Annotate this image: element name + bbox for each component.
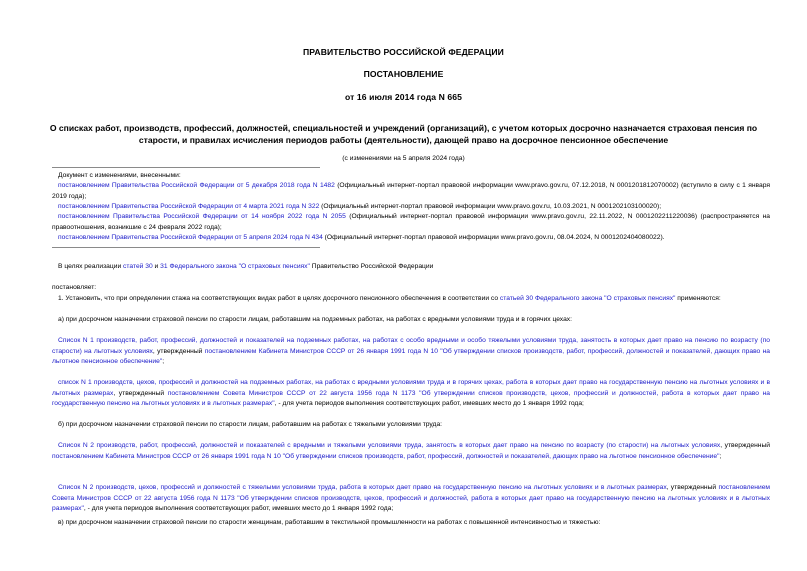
paragraph-1: 1. Установить, что при определении стажа на соответствующих видах работ в целях досрочного пенсионного обеспечения в соответствии со статьей 30 Федерального закона "О страховых пенсиях" применяются: <box>58 295 721 302</box>
document-title: О списках работ, производств, профессий, должностей, специальностей и учреждений (организаций), с учетом которых досрочно назначается страховая пенсия по старости, и правилах исчисления периодов работы (деятельности), дающей право на досрочное пенсионное обеспечение <box>49 123 758 145</box>
change-link[interactable]: постановлением Правительства Российской Федерации от 5 апреля 2024 года N 434 <box>58 234 323 241</box>
change-link[interactable]: постановлением Правительства Российской Федерации от 4 марта 2021 года N 322 <box>58 203 320 210</box>
list-1-1956-link[interactable]: список N 1 производств, цехов, профессий и должностей на подземных работах, на работах с вредными условиями труда и в горячих цехах, работа в которых дает право на государственную пенсию на льготных условиях и в льготных размерах <box>52 379 770 397</box>
article-30-link[interactable]: статей 30 <box>123 263 153 270</box>
resolution-1991-link[interactable]: постановлением Кабинета Министров СССР от 26 января 1991 года N 10 "Об утверждении списков производств, работ, профессий, должностей и показателей, дающих право на льготное пенсионное обеспечение" <box>52 452 720 460</box>
change-item <box>52 202 770 213</box>
paragraph-a: а) при досрочном назначении страховой пенсии по старости лицам, работавшим на подземных работах, на работах с вредными условиями труда и в горячих цехах: <box>58 316 572 323</box>
list-1-1991: Список N 1 производств, работ, профессий, должностей и показателей на подземных работах, на работах с особо вредными и особо тяжелыми условиями труда, занятость в которых дает право на пенсию по возрасту (по старости) на льготных условиях, утвержденный постановлением Кабинета Министров СССР от 26 января 1991 года N 10 "Об утверждении списков производств, работ, профессий, должностей и показателей, дающих право на льготное пенсионное обеспечение"; <box>52 337 770 365</box>
revision-note: (с изменениями на 5 апреля 2024 года) <box>342 155 465 162</box>
change-item <box>52 212 770 233</box>
changes-intro: Документ с изменениями, внесенными: <box>58 172 181 179</box>
change-text: (Официальный интернет-портал правовой информации www.pravo.gov.ru, 07.12.2018, N 0001201812070002) (вступило в силу с 1 января 2019 года); <box>52 182 771 200</box>
resolution-1956-link[interactable]: постановлением Совета Министров СССР от 22 августа 1956 года N 1173 "Об утверждении списков производств, цехов, профессий и должностей, работа в которых дает право на государственную пенсию на льготных условиях и в льготных размерах" <box>52 389 771 407</box>
resolution-1991-link[interactable]: постановлением Кабинета Министров СССР от 26 января 1991 года N 10 "Об утверждении списков производств, работ, профессий, должностей и показателей, дающих право на льготное пенсионное обеспечение" <box>52 347 770 365</box>
article-31-law-link[interactable]: 31 Федерального закона "О страховых пенсиях" <box>160 263 310 270</box>
list-1-1991-link[interactable]: Список N 1 производств, работ, профессий, должностей и показателей на подземных работах, на работах с особо вредными и особо тяжелыми условиями труда, занятость в которых дает право на пенсию по возрасту (по старости) на льготных условиях <box>52 337 770 355</box>
government-name: ПРАВИТЕЛЬСТВО РОССИЙСКОЙ ФЕДЕРАЦИИ <box>303 47 504 57</box>
resolution-1956-link[interactable]: постановлением Совета Министров СССР от 22 августа 1956 года N 1173 "Об утверждении списков производств, цехов, профессий и должностей, работа в которых дает право на государственную пенсию на льготных условиях и в льготных размерах" <box>52 484 771 512</box>
list-1-1956: список N 1 производств, цехов, профессий и должностей на подземных работах, на работах с вредными условиями труда и в горячих цехах, работа в которых дает право на государственную пенсию на льготных условиях и в льготных размерах, утвержденный постановлением Совета Министров СССР от 22 августа 1956 года N 1173 "Об утверждении списков производств, цехов, профессий и должностей, работа в которых дает право на государственную пенсию на льготных условиях и в льготных размерах", - для учета периодов выполнения соответствующих работ, имевших место до 1 января 1992 года; <box>52 379 771 407</box>
divider-top <box>52 167 320 168</box>
basis-paragraph: В целях реализации статей 30 и 31 Федерального закона "О страховых пенсиях" Правительство Российской Федерации <box>58 263 434 270</box>
article-30-law-link[interactable]: статьей 30 Федерального закона "О страховых пенсиях" <box>499 295 676 302</box>
paragraph-v: в) при досрочном назначении страховой пенсии по старости женщинам, работавшим в текстильной промышленности на работах с повышенной интенсивностью и тяжестью: <box>58 519 601 526</box>
change-item <box>52 233 770 244</box>
document-date-number: от 16 июля 2014 года N 665 <box>344 92 463 102</box>
paragraph-b: б) при досрочном назначении страховой пенсии по старости лицам, работавшим на работах с тяжелыми условиями труда: <box>58 421 443 428</box>
change-link[interactable]: постановлением Правительства Российской Федерации от 5 декабря 2018 года N 1482 <box>58 182 335 189</box>
decree-word: постановляет: <box>52 284 97 291</box>
change-link[interactable]: постановлением Правительства Российской Федерации от 14 ноября 2022 года N 2055 <box>58 213 346 220</box>
change-text: (Официальный интернет-портал правовой информации www.pravo.gov.ru, 08.04.2024, N 0001202404080022). <box>322 234 665 241</box>
change-text: (Официальный интернет-портал правовой информации www.pravo.gov.ru, 22.11.2022, N 0001202211220036) (распространяется на правоотношения, возникшие с 24 февраля 2022 года); <box>52 213 771 231</box>
list-2-1991-link[interactable]: Список N 2 производств, работ, профессий, должностей и показателей с вредными и тяжелыми условиями труда, занятость в которых дает право на пенсию по возрасту (по старости) на льготных условиях <box>58 442 721 449</box>
list-2-1991: Список N 2 производств, работ, профессий, должностей и показателей с вредными и тяжелыми условиями труда, занятость в которых дает право на пенсию по возрасту (по старости) на льготных условиях, утвержденный постановлением Кабинета Министров СССР от 26 января 1991 года N 10 "Об утверждении списков производств, работ, профессий, должностей и показателей, дающих право на льготное пенсионное обеспечение"; <box>52 442 771 460</box>
list-2-1956-link[interactable]: Список N 2 производств, цехов, профессий и должностей с тяжелыми условиями труда, работа в которых дает право на государственную пенсию на льготных условиях и в льготных размерах <box>58 484 667 491</box>
change-item <box>52 181 770 202</box>
change-text: (Официальный интернет-портал правовой информации www.pravo.gov.ru, 10.03.2021, N 0001202103100020); <box>319 203 662 210</box>
list-2-1956: Список N 2 производств, цехов, профессий и должностей с тяжелыми условиями труда, работа в которых дает право на государственную пенсию на льготных условиях и в льготных размерах, утвержденный постановлением Совета Министров СССР от 22 августа 1956 года N 1173 "Об утверждении списков производств, цехов, профессий и должностей, работа в которых дает право на государственную пенсию на льготных условиях и в льготных размерах", - для учета периодов выполнения соответствующих работ, имевших место до 1 января 1992 года; <box>52 484 771 512</box>
divider-bottom <box>52 247 320 248</box>
document-type: ПОСТАНОВЛЕНИЕ <box>363 69 444 79</box>
